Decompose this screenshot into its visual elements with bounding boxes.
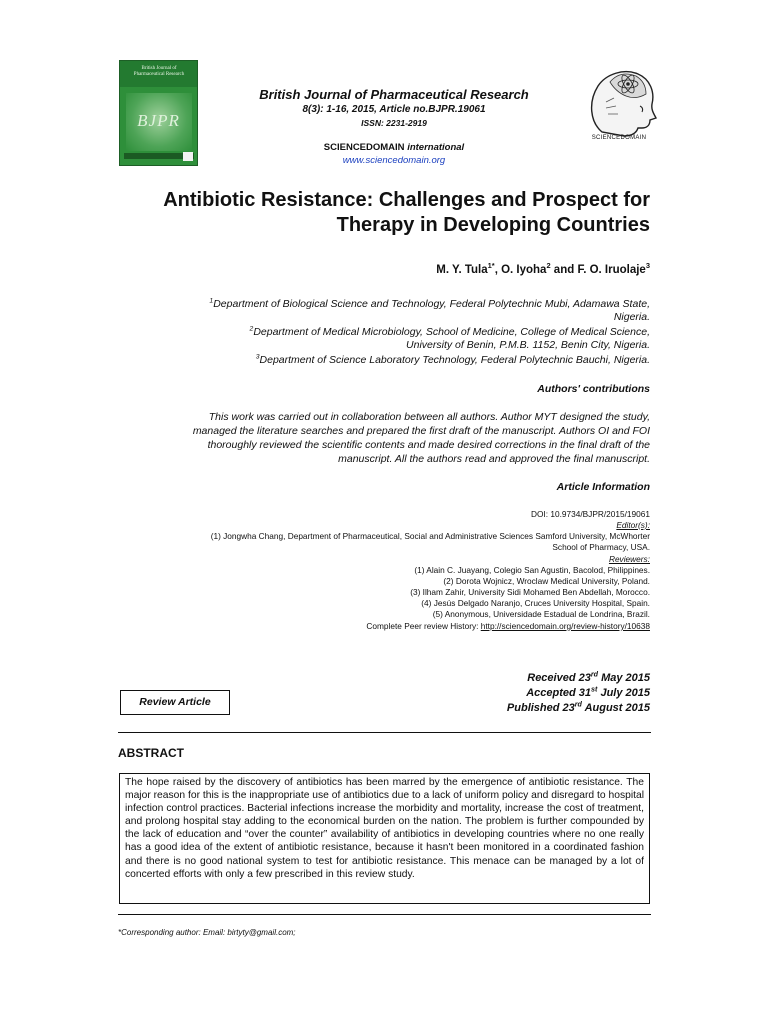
reviewer-entry: (4) Jesús Delgado Naranjo, Cruces University Hospital, Spain.: [421, 598, 650, 608]
contributions-heading: Authors' contributions: [537, 383, 650, 395]
journal-issn: ISSN: 2231-2919: [361, 118, 427, 128]
affiliation-1: $^1$Department of Biological Science and Technology, Federal Polytechnic Mubi, Adamawa State, Nigeria.: [209, 297, 650, 323]
editor-entry-continued: School of Pharmacy, USA.: [552, 542, 650, 552]
journal-volume: 8(3): 1-16, 2015, Article no.BJPR.19061: [302, 104, 486, 115]
published-date: Published 23rd August 2015: [506, 700, 650, 714]
abstract-text: The hope raised by the discovery of antibiotics has been marred by the emergence of antibiotic resistance. The major reason for this is the inappropriate use of antibiotics due to a lack of uniform policy and disregard to hospital infection control practices. Bacterial infections increase the morbidity and mortality, increase the cost of treatment, and prolong hospital stay adding to the economical burden on the nation. The problem is further compounded by the lack of education and “over the counter” availability of antibiotics in developing countries where no one really has a good idea of the extent of antibiotic resistance, because it hasn't been monitored in a coordinated fashion and there is no good national system to test for antibiotic resistance. This menace can be managed by a lot of concerted efforts with only a few prescribed in this review study.: [119, 773, 650, 904]
peer-review-history: Complete Peer review History: http://sciencedomain.org/review-history/10638: [366, 621, 650, 631]
section-divider: [118, 732, 651, 733]
abstract-heading: ABSTRACT: [118, 746, 184, 760]
footnote-divider: [118, 914, 651, 915]
contributions-text: This work was carried out in collaboration between all authors. Author MYT designed the study, managed the literature searches and prepared the first draft of the manuscript. Authors OI and FOI thoroughly reviewed the scientific contents and made desired corrections in the final draft of the manuscript. All the authors read and approved the final manuscript.: [192, 411, 650, 465]
journal-cover-image: [119, 60, 198, 166]
corresponding-author-footnote: *Corresponding author: Email: birtyty@gmail.com;: [118, 928, 296, 937]
editor-entry: (1) Jongwha Chang, Department of Pharmaceutical, Social and Administrative Sciences Samford University, McWhorter: [210, 531, 650, 541]
cover-title: British Journal of Pharmaceutical Research: [133, 66, 185, 77]
doi-text: DOI: 10.9734/BJPR/2015/19061: [530, 509, 650, 519]
review-type-badge: Review Article: [120, 690, 230, 715]
article-info-heading: Article Information: [556, 481, 650, 493]
peer-review-link[interactable]: http://sciencedomain.org/review-history/10638: [480, 621, 650, 631]
reviewers-label: Reviewers:: [608, 554, 650, 564]
reviewer-entry: (5) Anonymous, Universidade Estadual de Londrina, Brazil.: [432, 609, 650, 619]
received-date: Received 23rd May 2015: [527, 670, 650, 684]
accepted-date: Accepted 31st July 2015: [526, 685, 650, 699]
editors-label: Editor(s):: [616, 520, 650, 530]
reviewer-entry: (1) Alain C. Juayang, Colegio San Agustin, Bacolod, Philippines.: [414, 565, 650, 575]
reviewer-entry: (2) Dorota Wojnicz, Wroclaw Medical University, Poland.: [443, 576, 650, 586]
article-title: Antibiotic Resistance: Challenges and Prospect for Therapy in Developing Countries: [163, 189, 650, 236]
reviewer-entry: (3) Ilham Zahir, University Sidi Mohamed Ben Abdellah, Morocco.: [410, 587, 650, 597]
publisher-name: SCIENCEDOMAIN international: [323, 142, 465, 153]
affiliation-3: $^3$Department of Science Laboratory Technology, Federal Polytechnic Bauchi, Nigeria.: [255, 353, 650, 366]
journal-title: British Journal of Pharmaceutical Research: [259, 87, 529, 102]
cover-logo-text: BJPR: [137, 111, 180, 130]
publisher-url-link[interactable]: www.sciencedomain.org: [342, 155, 446, 166]
sciencedomain-logo-caption: SCIENCEDOMAIN: [591, 135, 647, 141]
affiliation-2: $^2$Department of Medical Microbiology, School of Medicine, College of Medical Science, University of Benin, P.M.B. 1152, Benin City, Nigeria.: [249, 325, 650, 351]
author-list: M. Y. Tula$^{1*}$, O. Iyoha$^2$ and F. O. Iruolaje$^3$: [436, 261, 650, 276]
